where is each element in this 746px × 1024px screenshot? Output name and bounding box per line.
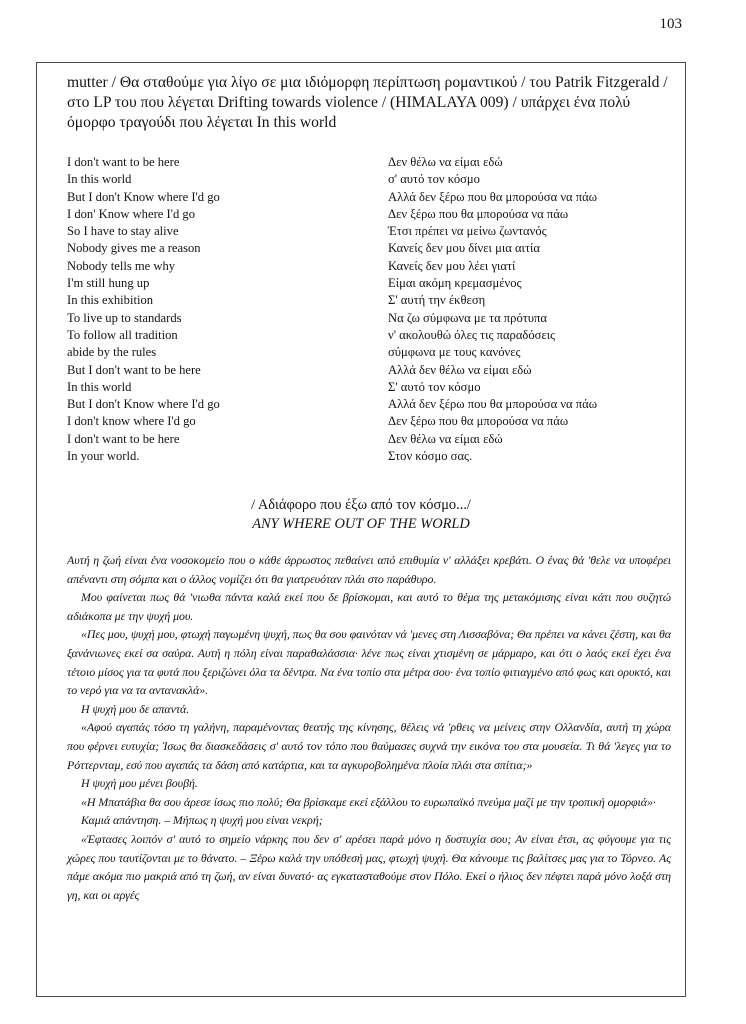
lyric-english: But I don't Know where I'd go — [67, 189, 220, 204]
lyric-line — [67, 275, 667, 292]
lyric-english: To live up to standards — [67, 310, 182, 325]
section-title: / Αδιάφορο που έξω από τον κόσμο.../ — [251, 497, 471, 513]
lyric-greek: σ' αυτό τον κόσμο — [388, 172, 480, 187]
lyric-greek: Να ζω σύμφωνα με τα πρότυπα — [388, 310, 548, 325]
lyric-english: I'm still hung up — [67, 276, 150, 291]
prose-paragraph: «Πες μου, ψυχή μου, φτωχή παγωμένη ψυχή, πως θα σου φαινόταν νά 'μενες στη Λισσαβόνα; Θα πρέπει να κάνει ζέστη, και θα ξανάνιωνες εκεί σα σαύρα. Αυτή η πόλη είναι παραθαλάσσια· λένε πως είναι χτισμένη σε μάρμαρο, και ότι ο λαός εκεί έχει ένα τέτοιο μίσος για τα φυτά που ξεριζώνει όλα τα δέντρα. Να ένα τοπίο στα μέτρα σου· ένα τοπίο φιτιαγμένο από φως και ορυκτό, και το νερό για να τα αντανακλά». — [67, 627, 671, 698]
lyric-greek: Στον κόσμο σας. — [388, 449, 473, 464]
prose-paragraph: Αυτή η ζωή είναι ένα νοσοκομείο που ο κάθε άρρωστος πεθαίνει από επιθυμία ν' αλλάξει κρεβάτι. Ο ένας θά 'θελε να υποφέρει απέναντι στη σόμπα και ο άλλος νομίζει ότι θα γιατρευόταν πλάι στο παράθυρο. — [67, 553, 671, 586]
lyric-english: In this exhibition — [67, 293, 154, 308]
prose-paragraph: Μου φαίνεται πως θά 'νιωθα πάντα καλά εκεί που δε βρίσκομαι, και αυτό το θέμα της μετακόμισης είναι κάτι που συζητώ αδιάκοπα με την ψυχή μου. — [67, 590, 671, 623]
prose-paragraph: Η ψυχή μου μένει βουβή. — [81, 776, 198, 791]
lyric-english: But I don't Know where I'd go — [67, 397, 220, 412]
section-subtitle: ANY WHERE OUT OF THE WORLD — [252, 516, 470, 532]
lyric-line — [67, 396, 667, 413]
lyric-greek: Κανείς δεν μου λέει γιατί — [388, 258, 516, 273]
lyric-line — [67, 362, 667, 379]
lyric-line — [67, 258, 667, 275]
lyric-english: To follow all tradition — [67, 327, 178, 342]
prose-paragraph: Η ψυχή μου δε απαντά. — [81, 701, 190, 716]
prose-paragraph: «Έφτασες λοιπόν σ' αυτό το σημείο νάρκης που δεν σ' αρέσει παρά μόνο η δυστυχία σου; Αν είναι έτσι, ας φύγουμε για τις χώρες που ταυτίζονται με το θάνατο. – Ξέρω καλά την υπόθεσή μας, φτωχή ψυχή. Θα κάνουμε τις βαλίτσες μας για το Τόρνεο. Ας πάμε ακόμα πιο μακριά από τη ζωή, αν είναι δυνατό· ας εγκατασταθούμε στον Πόλο. Εκεί ο ήλιος δεν πέφτει παρά μόνο λοξά στη γη, και οι αργές — [67, 831, 671, 902]
lyric-english: I don't want to be here — [67, 431, 180, 446]
lyric-english: I don't want to be here — [67, 155, 180, 169]
lyric-greek: Αλλά δεν θέλω να είμαι εδώ — [388, 362, 532, 377]
prose-paragraph: «Αφού αγαπάς τόσο τη γαλήνη, παραμένοντας θεατής της κίνησης, θέλεις νά 'ρθεις να μείνεις στην Ολλανδία, αυτή τη χώρα που φέρνει ευτυχία; Ίσως θα διασκεδάσεις σ' αυτό τον τόπο που θαύμασες συχνά την εικόνα του στα μουσεία. Τι θά 'λεγες για το Ρόττερνταμ, εσύ που αγαπάς τα δάση από κατάρτια, και τα αγκυροβολημένα πλοία πλάι στα σπίτια;» — [67, 720, 671, 772]
lyric-line — [67, 171, 667, 188]
lyric-english: Nobody tells me why — [67, 258, 176, 273]
lyric-greek: Δεν θέλω να είμαι εδώ — [388, 155, 503, 169]
lyric-line — [67, 154, 667, 171]
lyric-line — [67, 327, 667, 344]
lyric-greek: Αλλά δεν ξέρω που θα μπορούσα να πάω — [388, 189, 598, 204]
lyric-english: But I don't want to be here — [67, 362, 201, 377]
lyric-greek: Σ' αυτή την έκθεση — [388, 293, 486, 308]
section-heading — [37, 496, 685, 534]
lyric-english: So I have to stay alive — [67, 224, 179, 239]
prose-paragraph: «Η Μπατάβια θα σου άρεσε ίσως πιο πολύ; Θα βρίσκαμε εκεί εξάλλου το ευρωπαϊκό πνεύμα μαζί με την τροπική ομορφιά»· — [81, 794, 656, 809]
lyric-greek: Αλλά δεν ξέρω που θα μπορούσα να πάω — [388, 397, 598, 412]
lyric-greek: Σ' αυτό τον κόσμο — [388, 379, 481, 394]
lyric-greek: σύμφωνα με τους κανόνες — [388, 345, 521, 360]
article-frame — [36, 62, 686, 997]
lyric-english: Nobody gives me a reason — [67, 241, 201, 256]
lyric-greek: Έτσι πρέπει να μείνω ζωντανός — [388, 224, 547, 239]
lyric-line — [67, 292, 667, 309]
lyric-greek: Είμαι ακόμη κρεμασμένος — [388, 276, 522, 291]
lyric-greek: Δεν ξέρω που θα μπορούσα να πάω — [388, 414, 569, 429]
lyric-greek: ν' ακολουθώ όλες τις παραδόσεις — [388, 327, 556, 342]
lyric-english: abide by the rules — [67, 345, 157, 360]
lyric-english: In your world. — [67, 449, 140, 464]
lyric-line — [67, 240, 667, 257]
lyric-english: I don't know where I'd go — [67, 414, 196, 429]
prose-paragraph: Καμιά απάντηση. – Μήπως η ψυχή μου είναι νεκρή; — [81, 813, 323, 828]
lyric-line — [67, 344, 667, 361]
lyric-greek: Δεν θέλω να είμαι εδώ — [388, 431, 503, 446]
lyric-greek: Κανείς δεν μου δίνει μια αιτία — [388, 241, 540, 256]
lyric-line — [67, 223, 667, 240]
lyric-english: I don' Know where I'd go — [67, 206, 195, 221]
lyric-english: In this world — [67, 379, 132, 394]
lyric-line — [67, 379, 667, 396]
lyric-greek: Δεν ξέρω που θα μπορούσα να πάω — [388, 206, 569, 221]
lyrics-table — [67, 154, 667, 465]
lyric-line — [67, 189, 667, 206]
lyric-line — [67, 431, 667, 448]
lyric-line — [67, 206, 667, 223]
intro-paragraph: mutter / Θα σταθούμε για λίγο σε μια ιδιόμορφη περίπτωση ρομαντικού / του Patrik Fitzgerald / στο LP του που λέγεται Drifting towards violence / (HIMALAYA 009) / υπάρχει ένα πολύ όμορφο τραγούδι που λέγεται In this world — [67, 74, 668, 131]
prose-body — [67, 551, 671, 904]
page-number: 103 — [659, 16, 682, 32]
lyric-line — [67, 310, 667, 327]
lyric-line — [67, 448, 667, 465]
lyric-english: In this world — [67, 172, 132, 187]
lyric-line — [67, 413, 667, 430]
